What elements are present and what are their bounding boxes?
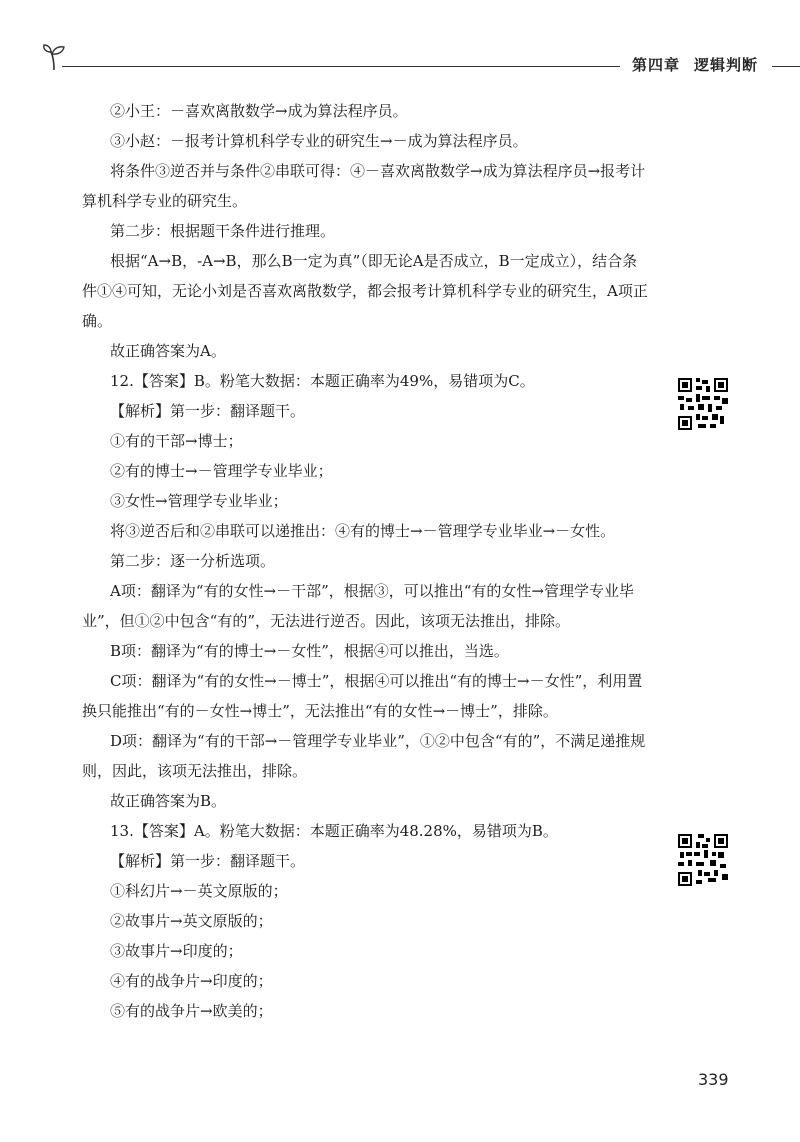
- chapter-number: 第四章: [632, 56, 681, 74]
- chapter-heading: [632, 54, 758, 75]
- paragraph: 故正确答案为B。: [110, 792, 227, 810]
- page-header: [40, 40, 800, 80]
- paragraph: ③小赵：－报考计算机科学专业的研究生→－成为算法程序员。: [110, 132, 528, 150]
- paragraph: ⑤有的战争片→欧美的；: [110, 1002, 273, 1020]
- chapter-title: 逻辑判断: [694, 56, 759, 74]
- answer-heading-12: 12.【答案】B。粉笔大数据：本题正确率为49%，易错项为C。: [110, 372, 535, 390]
- paragraph: ③女性→管理学专业毕业；: [110, 492, 288, 510]
- page-body: [82, 96, 648, 1026]
- paragraph: C项：翻译为“有的女性→－博士”，根据④可以推出“有的博士→－女性”，利用置换只能推出“有的－女性→博士”，无法推出“有的女性→－博士”，排除。: [82, 672, 643, 720]
- paragraph: D项：翻译为“有的干部→－管理学专业毕业”，①②中包含“有的”，不满足递推规则，因此，该项无法推出，排除。: [82, 732, 646, 780]
- header-rule-left: [62, 66, 620, 67]
- paragraph: 将条件③逆否并与条件②串联可得：④－喜欢离散数学→成为算法程序员→报考计算机科学专业的研究生。: [82, 162, 646, 210]
- paragraph: A项：翻译为“有的女性→－干部”，根据③，可以推出“有的女性→管理学专业毕业”，但①②中包含“有的”，无法进行逆否。因此，该项无法推出，排除。: [82, 582, 634, 630]
- paragraph: B项：翻译为“有的博士→－女性”，根据④可以推出，当选。: [110, 642, 509, 660]
- paragraph: 【解析】第一步：翻译题干。: [110, 402, 306, 420]
- paragraph: ①有的干部→博士；: [110, 432, 243, 450]
- header-rule-right: [772, 66, 800, 67]
- qr-code-icon: [678, 834, 728, 886]
- paragraph: 【解析】第一步：翻译题干。: [110, 852, 306, 870]
- paragraph: 根据“A→B，-A→B，那么B一定为真”（即无论A是否成立，B一定成立），结合条件①④可知，无论小刘是否喜欢离散数学，都会报考计算机科学专业的研究生，A项正确。: [82, 252, 648, 330]
- paragraph: 故正确答案为A。: [110, 342, 226, 360]
- paragraph: ②小王：－喜欢离散数学→成为算法程序员。: [110, 102, 408, 120]
- paragraph: ③故事片→印度的；: [110, 942, 243, 960]
- paragraph: 第二步：根据题干条件进行推理。: [110, 222, 336, 240]
- qr-code-icon: [678, 378, 728, 430]
- paragraph: 将③逆否后和②串联可以递推出：④有的博士→－管理学专业毕业→－女性。: [110, 522, 616, 540]
- paragraph: 第二步：逐一分析选项。: [110, 552, 276, 570]
- paragraph: ①科幻片→－英文原版的；: [110, 882, 288, 900]
- sprout-logo-icon: [42, 42, 72, 72]
- paragraph: ②有的博士→－管理学专业毕业；: [110, 462, 333, 480]
- paragraph: ②故事片→英文原版的；: [110, 912, 273, 930]
- page-number: 339: [698, 1070, 729, 1089]
- answer-heading-13: 13.【答案】A。粉笔大数据：本题正确率为48.28%，易错项为B。: [110, 822, 558, 840]
- paragraph: ④有的战争片→印度的；: [110, 972, 273, 990]
